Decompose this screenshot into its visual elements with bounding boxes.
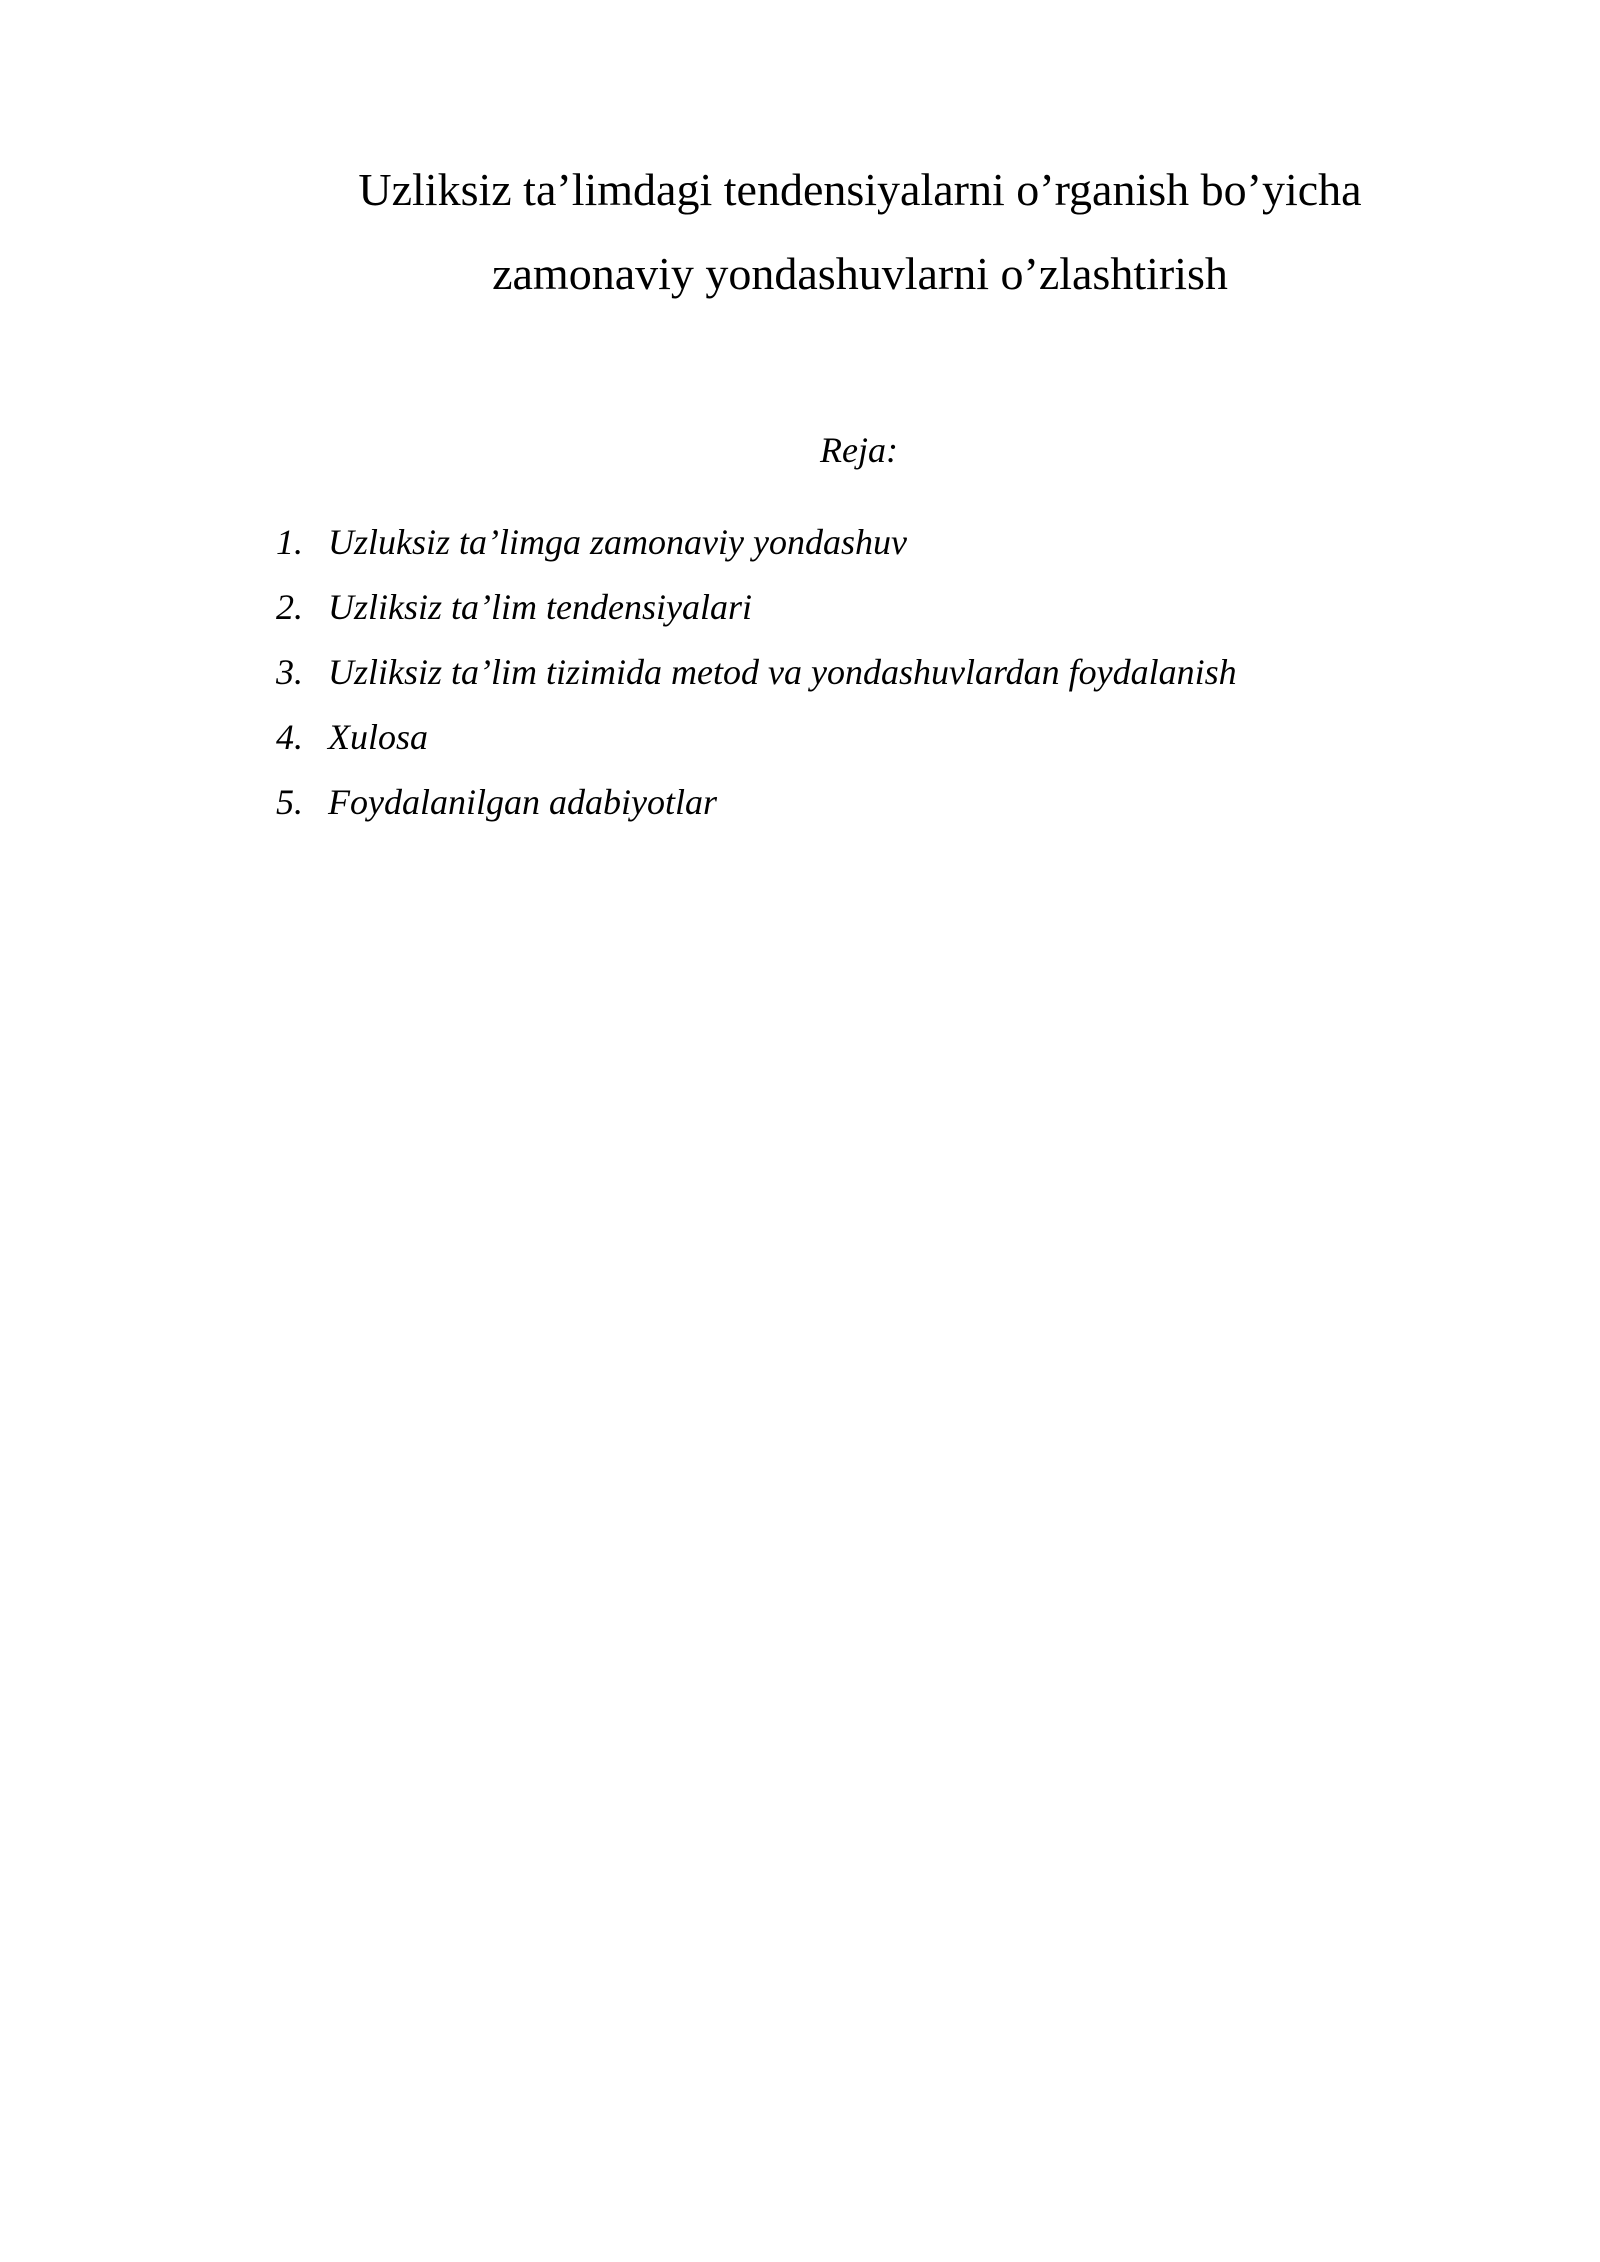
list-item-number: 2. <box>276 587 303 627</box>
list-item-number: 3. <box>276 652 303 692</box>
list-item-text: Xulosa <box>328 717 429 757</box>
list-item <box>276 705 1237 770</box>
list-item-text: Uzliksiz ta’lim tendensiyalari <box>328 587 752 627</box>
document-title <box>290 148 1430 316</box>
list-item-number: 4. <box>276 717 303 757</box>
title-line-1: Uzliksiz ta’limdagi tendensiyalarni o’rganish bo’yicha <box>358 164 1362 215</box>
list-item-text: Foydalanilgan adabiyotlar <box>328 782 717 822</box>
plan-heading: Reja: <box>820 430 898 470</box>
list-item <box>276 640 1237 705</box>
list-item-text: Uzluksiz ta’limga zamonaviy yondashuv <box>328 522 907 562</box>
list-item <box>276 770 1237 835</box>
plan-list <box>276 510 1237 835</box>
list-item <box>276 575 1237 640</box>
list-item-number: 1. <box>276 522 303 562</box>
list-item <box>276 510 1237 575</box>
list-item-text: Uzliksiz ta’lim tizimida metod va yondashuvlardan foydalanish <box>328 652 1237 692</box>
list-item-number: 5. <box>276 782 303 822</box>
title-line-2: zamonaviy yondashuvlarni o’zlashtirish <box>492 248 1228 299</box>
